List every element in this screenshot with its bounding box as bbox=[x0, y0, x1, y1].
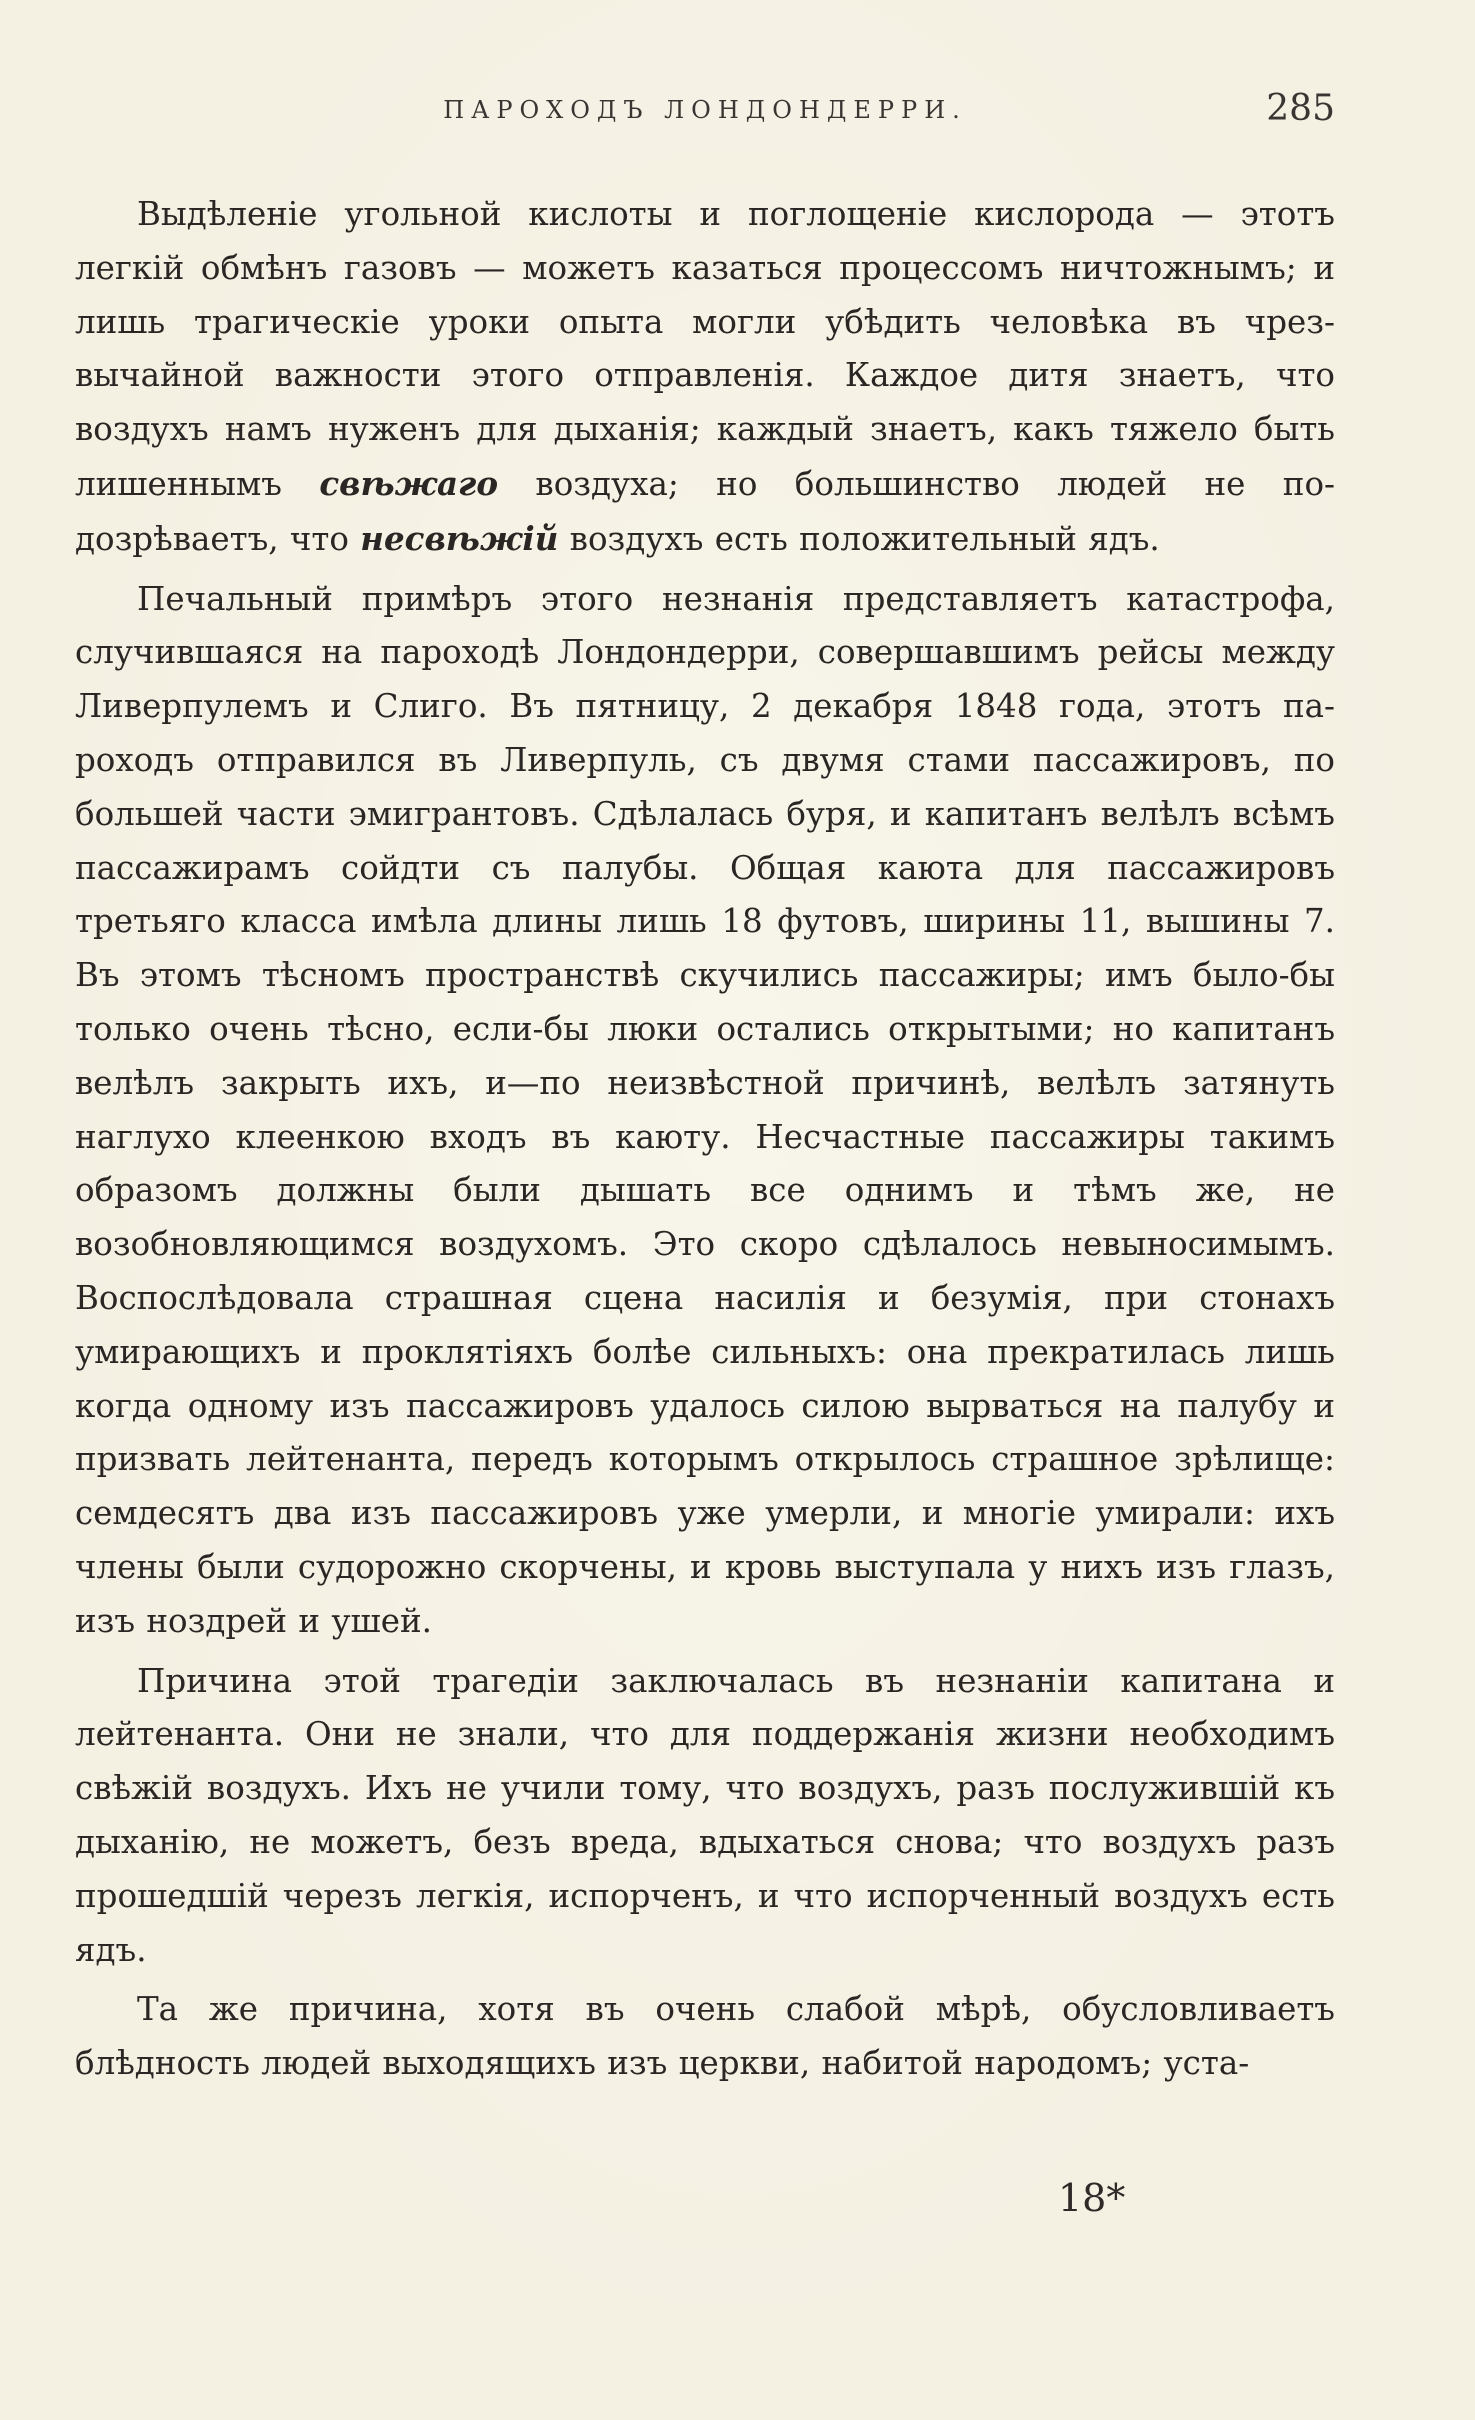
page-number: 285 bbox=[1266, 88, 1335, 129]
emphasis-stale: несвѣжій bbox=[360, 518, 559, 558]
text-run: Выдѣленіе угольной кислоты и поглощеніе кислорода — этотъ легкій обмѣнъ газовъ — можетъ казаться процессомъ ничтожнымъ; и лишь трагическіе уроки опыта могли убѣдить человѣка въ чрезвычайной важности этого отправленія. Каждое дитя знаетъ, что воздухъ намъ нуженъ для дыханія; каждый знаетъ, какъ тяжело быть лишеннымъ bbox=[75, 195, 1335, 503]
paragraph-1 bbox=[75, 188, 1335, 567]
paragraph-3: Причина этой трагедіи заключалась въ незнаніи капитана и лейтенанта. Они не знали, что для поддержанія жизни необходимъ свѣжій воздухъ. Ихъ не учили тому, что воздухъ, разъ послужившій къ дыханію, не можетъ, безъ вреда, вдыхаться снова; что воздухъ разъ прошедшій черезъ легкія, испорченъ, и что испорченный воздухъ есть ядъ. bbox=[75, 1661, 1335, 1969]
paragraph-2: Печальный примѣръ этого незнанія представляетъ катастрофа, случившаяся на пароходѣ Лондондерри, совершавшимъ рейсы между Ливерпулемъ и Слиго. Въ пятницу, 2 декабря 1848 года, этотъ пароходъ отправился въ Ливерпуль, съ двумя стами пассажировъ, по большей части эмигрантовъ. Сдѣлалась буря, и капитанъ велѣлъ всѣмъ пассажирамъ сойдти съ палубы. Общая каюта для пассажировъ третьяго класса имѣла длины лишь 18 футовъ, ширины 11, вышины 7. Въ этомъ тѣсномъ пространствѣ скучились пассажиры; имъ было-бы только очень тѣсно, если-бы люки остались открытыми; но капитанъ велѣлъ закрыть ихъ, и—по неизвѣстной причинѣ, велѣлъ затянуть наглухо клеенкою входъ въ каюту. Несчастные пассажиры такимъ образомъ должны были дышать все однимъ и тѣмъ же, не возобновляющимся воздухомъ. Это скоро сдѣлалось невыносимымъ. Воспослѣдовала страшная сцена насилія и безумія, при стонахъ умирающихъ и проклятіяхъ болѣе сильныхъ: она прекратилась лишь когда одному изъ пассажировъ удалось силою вырваться на палубу и призвать лейтенанта, передъ которымъ открылось страшное зрѣлище: семдесятъ два изъ пассажировъ уже умерли, и многіе умирали: ихъ члены были судорожно скорчены, и кровь выступала у нихъ изъ глазъ, изъ ноздрей и ушей. bbox=[75, 579, 1335, 1640]
signature-mark: 18* bbox=[1058, 2176, 1126, 2220]
text-run: воздухъ есть положительный ядъ. bbox=[558, 519, 1160, 558]
text-run: воздуха; но большинство людей не подозрѣваетъ, что bbox=[75, 464, 1336, 558]
emphasis-fresh: свѣжаго bbox=[319, 463, 499, 503]
body-text bbox=[75, 188, 1335, 2091]
page-header bbox=[75, 88, 1335, 134]
paragraph-4: Та же причина, хотя въ очень слабой мѣрѣ, обусловливаетъ блѣдность людей выходящихъ изъ церкви, набитой народомъ; уста- bbox=[75, 1990, 1335, 2083]
running-title: ПАРОХОДЪ ЛОНДОНДЕРРИ. bbox=[443, 96, 967, 124]
